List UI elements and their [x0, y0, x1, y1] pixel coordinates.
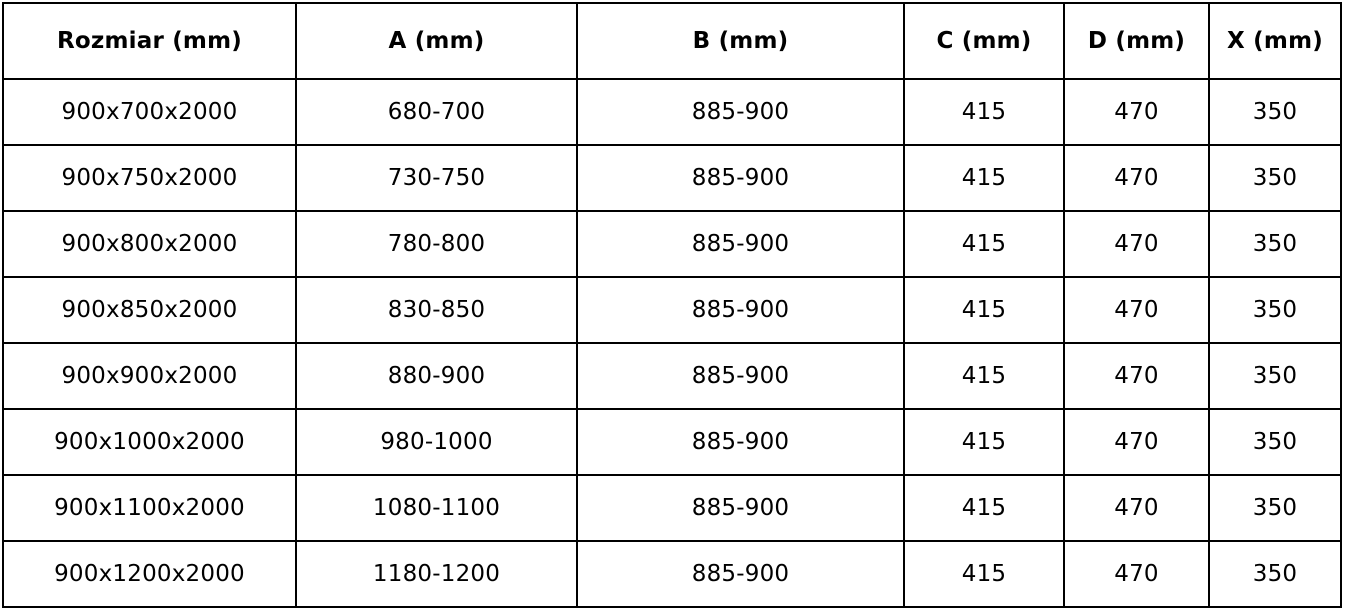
cell-x: 350: [1209, 277, 1341, 343]
cell-a: 1080-1100: [296, 475, 577, 541]
cell-rozmiar: 900x1000x2000: [3, 409, 296, 475]
cell-a: 780-800: [296, 211, 577, 277]
cell-c: 415: [904, 343, 1064, 409]
cell-d: 470: [1064, 343, 1209, 409]
table-row: [3, 343, 1341, 409]
cell-c: 415: [904, 475, 1064, 541]
cell-c: 415: [904, 541, 1064, 607]
cell-rozmiar: 900x900x2000: [3, 343, 296, 409]
table-row: [3, 145, 1341, 211]
cell-rozmiar: 900x1200x2000: [3, 541, 296, 607]
table-row: [3, 79, 1341, 145]
cell-c: 415: [904, 211, 1064, 277]
cell-rozmiar: 900x850x2000: [3, 277, 296, 343]
cell-x: 350: [1209, 475, 1341, 541]
table-row: [3, 475, 1341, 541]
cell-a: 980-1000: [296, 409, 577, 475]
cell-rozmiar: 900x750x2000: [3, 145, 296, 211]
cell-a: 880-900: [296, 343, 577, 409]
cell-a: 830-850: [296, 277, 577, 343]
cell-rozmiar: 900x1100x2000: [3, 475, 296, 541]
cell-c: 415: [904, 409, 1064, 475]
table-body: [3, 79, 1341, 607]
cell-b: 885-900: [577, 541, 904, 607]
cell-x: 350: [1209, 145, 1341, 211]
table-header: [3, 3, 1341, 79]
cell-x: 350: [1209, 211, 1341, 277]
cell-b: 885-900: [577, 409, 904, 475]
table-header-row: [3, 3, 1341, 79]
column-header-x: X (mm): [1209, 3, 1341, 79]
cell-b: 885-900: [577, 475, 904, 541]
cell-rozmiar: 900x700x2000: [3, 79, 296, 145]
cell-b: 885-900: [577, 145, 904, 211]
cell-d: 470: [1064, 409, 1209, 475]
column-header-b: B (mm): [577, 3, 904, 79]
cell-a: 680-700: [296, 79, 577, 145]
column-header-a: A (mm): [296, 3, 577, 79]
cell-d: 470: [1064, 475, 1209, 541]
cell-b: 885-900: [577, 277, 904, 343]
table-row: [3, 211, 1341, 277]
cell-d: 470: [1064, 145, 1209, 211]
cell-a: 1180-1200: [296, 541, 577, 607]
cell-c: 415: [904, 277, 1064, 343]
cell-d: 470: [1064, 277, 1209, 343]
cell-rozmiar: 900x800x2000: [3, 211, 296, 277]
table-row: [3, 409, 1341, 475]
cell-b: 885-900: [577, 343, 904, 409]
cell-a: 730-750: [296, 145, 577, 211]
cell-b: 885-900: [577, 211, 904, 277]
column-header-d: D (mm): [1064, 3, 1209, 79]
table-row: [3, 277, 1341, 343]
cell-b: 885-900: [577, 79, 904, 145]
cell-c: 415: [904, 79, 1064, 145]
cell-x: 350: [1209, 343, 1341, 409]
table-row: [3, 541, 1341, 607]
column-header-rozmiar: Rozmiar (mm): [3, 3, 296, 79]
cell-d: 470: [1064, 79, 1209, 145]
cell-d: 470: [1064, 541, 1209, 607]
cell-d: 470: [1064, 211, 1209, 277]
cell-c: 415: [904, 145, 1064, 211]
cell-x: 350: [1209, 541, 1341, 607]
cell-x: 350: [1209, 409, 1341, 475]
dimensions-table: [2, 2, 1342, 608]
cell-x: 350: [1209, 79, 1341, 145]
column-header-c: C (mm): [904, 3, 1064, 79]
